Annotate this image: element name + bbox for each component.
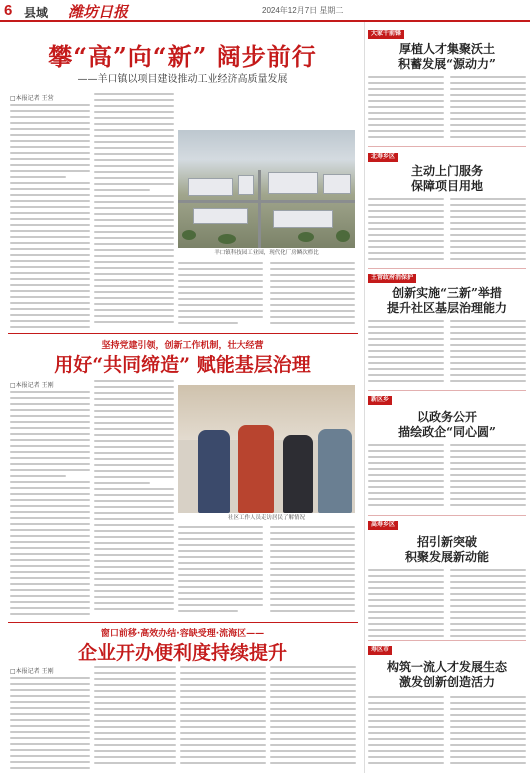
brief-4-tag: 新区乡: [368, 396, 392, 405]
brief-3-title: 创新实施“三新”举措 提升社区基层治理能力: [386, 286, 507, 315]
brief-1-tag: 大家干前锋: [368, 30, 404, 39]
lead-column-4: [270, 262, 355, 330]
lead-column-2: [94, 93, 174, 328]
lead-subheadline: ——羊口镇以项目建设推动工业经济高质量发展: [77, 74, 288, 85]
brief-2-tag: 北寿乡区: [368, 153, 398, 162]
brief-separator: [368, 268, 526, 269]
story3-column-4: [270, 666, 356, 770]
story2-column-3: [178, 526, 263, 618]
brief-6-tag: 寿区市: [368, 646, 392, 655]
brief-separator: [368, 390, 526, 391]
page-header: [0, 0, 530, 22]
lead-photo-caption: 羊口镇科技园工业园，现代化厂房鳞次栉比: [214, 250, 319, 256]
brief-separator: [368, 640, 526, 641]
brief-separator: [368, 146, 526, 147]
story3-headline: 企业开办便利度持续提升: [77, 642, 287, 664]
community-visit-photo: [178, 385, 355, 513]
brief-1-title: 厚植人才集聚沃土 积蓄发展“源动力”: [398, 42, 496, 71]
brief-3: [364, 272, 530, 390]
brief-4-title: 以政务公开 描绘政企“同心圆”: [398, 410, 496, 439]
lead-column-1: [10, 93, 90, 328]
industrial-park-photo: [178, 130, 355, 248]
brief-6: [364, 644, 530, 770]
brief-2-title: 主动上门服务 保障项目用地: [410, 164, 483, 193]
brief-6-title: 构筑一流人才发展生态 激发创新创造活力: [386, 660, 507, 689]
paper-logo: 潍坊日报: [68, 3, 129, 21]
brief-5-title: 招引新突破 积聚发展新动能: [404, 535, 489, 564]
brief-3-tag: 王营政府消保护: [368, 274, 416, 283]
story3-byline: □本报记者 王刚: [10, 668, 54, 675]
story2-headline: 用好“共同缔造” 赋能基层治理: [54, 354, 311, 376]
brief-5: [364, 519, 530, 639]
story3-kicker: 窗口前移·高效办结·容缺受理·流海区——: [100, 629, 265, 639]
section-name: 县域: [24, 6, 49, 20]
story2-column-1: [10, 380, 90, 618]
story2-byline: □本报记者 王刚: [10, 382, 54, 389]
story3-column-3: [180, 666, 266, 770]
lead-byline: □本报记者 王营: [10, 95, 54, 102]
story2-column-2: [94, 380, 174, 618]
brief-4: [364, 394, 530, 514]
story2-column-4: [270, 526, 355, 618]
brief-separator: [368, 515, 526, 516]
story2-photo-caption: 社区工作人员走访居民了解情况: [227, 515, 305, 521]
section-divider-1: [8, 333, 358, 334]
story2-kicker: 坚持党建引领，创新工作机制，壮大经营: [101, 341, 264, 351]
story3-column-1: [10, 666, 90, 770]
brief-5-tag: 高寿乡区: [368, 521, 398, 530]
issue-date: 2024年12月7日 星期二: [262, 6, 344, 15]
brief-2: [364, 150, 530, 270]
page-number: 6: [4, 2, 13, 19]
lead-column-3: [178, 262, 263, 330]
lead-headline: 攀“高”向“新” 阔步前行: [48, 42, 317, 71]
section-divider-2: [8, 622, 358, 623]
brief-1: [364, 26, 530, 146]
story3-column-2: [94, 666, 176, 770]
